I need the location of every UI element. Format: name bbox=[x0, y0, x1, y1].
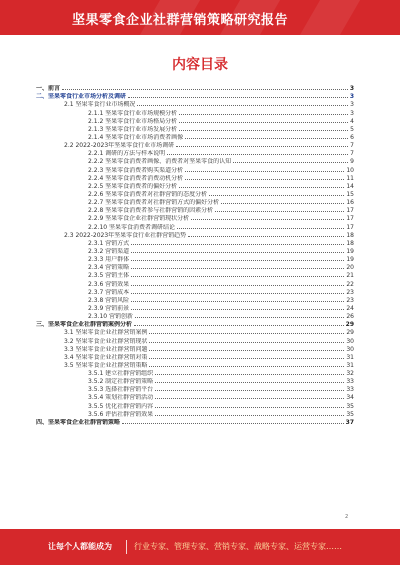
toc-entry-label: 2.3.3 用户群体 bbox=[88, 256, 130, 264]
toc-entry-label: 2.3.6 营销效果 bbox=[88, 280, 130, 288]
toc-entry-label: 二、坚果零食行业市场分析及调研 bbox=[36, 93, 127, 101]
toc-entry[interactable] bbox=[36, 84, 354, 92]
toc-entry[interactable] bbox=[36, 149, 354, 157]
toc-entry[interactable] bbox=[36, 198, 354, 206]
toc-entry-label: 2.3.4 营销策略 bbox=[88, 264, 130, 272]
toc-leader-dots bbox=[131, 301, 344, 302]
toc-entry-label: 2.2.4 坚果零食消费者消费动机分析 bbox=[88, 174, 184, 182]
toc-entry-label: 2.3.2 营销渠道 bbox=[88, 247, 130, 255]
toc-entry-page: 23 bbox=[346, 296, 354, 304]
toc-leader-dots bbox=[155, 398, 344, 399]
toc-leader-dots bbox=[167, 154, 348, 155]
toc-entry-page: 32 bbox=[346, 370, 354, 378]
toc-entry-page: 5 bbox=[350, 125, 354, 133]
toc-leader-dots bbox=[177, 228, 344, 229]
toc-entry-label: 2.1.4 坚果零食行业市场消费者画像 bbox=[88, 133, 184, 141]
toc-entry[interactable] bbox=[36, 345, 354, 353]
toc-entry-page: 21 bbox=[346, 272, 354, 280]
toc-entry[interactable] bbox=[36, 304, 354, 312]
footer-divider bbox=[126, 540, 127, 554]
toc-entry[interactable] bbox=[36, 296, 354, 304]
report-header bbox=[0, 0, 400, 35]
toc-entry-page: 3 bbox=[350, 109, 354, 117]
toc-entry[interactable] bbox=[36, 385, 354, 393]
toc-entry-label: 2.2.6 坚果零食消费者对社群营销的态度分析 bbox=[88, 190, 208, 198]
toc-entry-page: 26 bbox=[346, 313, 354, 321]
toc-leader-dots bbox=[149, 333, 344, 334]
toc-entry-label: 3.5 坚果零食企业社群营销策略 bbox=[64, 361, 148, 369]
toc-leader-dots bbox=[128, 97, 348, 98]
toc-leader-dots bbox=[155, 374, 344, 375]
toc-leader-dots bbox=[185, 171, 344, 172]
toc-leader-dots bbox=[62, 89, 348, 90]
toc-leader-dots bbox=[131, 260, 344, 261]
toc-entry-label: 2.2.10 坚果零食消费者调研结论 bbox=[88, 223, 175, 231]
toc-entry-page: 31 bbox=[346, 353, 354, 361]
toc-entry-label: 3.5.2 制定社群营销策略 bbox=[88, 378, 154, 386]
toc-entry[interactable] bbox=[36, 418, 354, 426]
toc-entry-label: 2.2.7 坚果零食消费者对社群营销方式的偏好分析 bbox=[88, 199, 220, 207]
toc-entry-page: 35 bbox=[346, 402, 354, 410]
toc-entry-page: 7 bbox=[350, 150, 354, 158]
toc-leader-dots bbox=[179, 114, 348, 115]
toc-entry[interactable] bbox=[36, 222, 354, 230]
toc-entry[interactable] bbox=[36, 133, 354, 141]
toc-entry[interactable] bbox=[36, 206, 354, 214]
toc-leader-dots bbox=[135, 317, 344, 318]
toc-entry-page: 9 bbox=[350, 158, 354, 166]
toc-entry[interactable] bbox=[36, 393, 354, 401]
toc-entry[interactable] bbox=[36, 336, 354, 344]
toc-leader-dots bbox=[149, 342, 344, 343]
toc-heading: 内容目录 bbox=[172, 57, 228, 73]
toc-entry-label: 2.3.8 营销风险 bbox=[88, 296, 130, 304]
toc-leader-dots bbox=[149, 350, 344, 351]
toc-entry[interactable] bbox=[36, 100, 354, 108]
toc-leader-dots bbox=[131, 285, 344, 286]
toc-leader-dots bbox=[155, 390, 344, 391]
toc-entry-label: 2.1.3 坚果零食行业市场发展分析 bbox=[88, 125, 178, 133]
toc-entry[interactable] bbox=[36, 361, 354, 369]
toc-leader-dots bbox=[221, 203, 344, 204]
toc-leader-dots bbox=[155, 382, 344, 383]
toc-entry[interactable] bbox=[36, 92, 354, 100]
toc-entry-label: 三、坚果零食企业社群营销案例分析 bbox=[36, 321, 133, 329]
toc-leader-dots bbox=[149, 358, 344, 359]
toc-entry[interactable] bbox=[36, 231, 354, 239]
toc-leader-dots bbox=[179, 187, 344, 188]
toc-entry-label: 3.5.4 策划社群营销活动 bbox=[88, 394, 154, 402]
toc-entry-page: 17 bbox=[346, 215, 354, 223]
toc-entry-page: 18 bbox=[346, 231, 354, 239]
toc-entry-label: 3.1 坚果零食企业社群营销案例 bbox=[64, 329, 148, 337]
page-number: 2 bbox=[345, 514, 349, 520]
toc-entry[interactable] bbox=[36, 288, 354, 296]
report-footer bbox=[0, 529, 400, 565]
toc-entry-label: 3.5.3 选择社群营销平台 bbox=[88, 386, 154, 394]
header-decoration bbox=[300, 0, 360, 35]
toc-entry-page: 29 bbox=[345, 321, 354, 329]
toc-entry-label: 2.2.1 调研的方法与样本说明 bbox=[88, 150, 166, 158]
toc-entry-page: 30 bbox=[346, 337, 354, 345]
toc-entry-label: 2.2.3 坚果零食消费者购买渠道分析 bbox=[88, 166, 184, 174]
toc-leader-dots bbox=[131, 268, 344, 269]
toc-entry-label: 2.3.1 营销方式 bbox=[88, 239, 130, 247]
toc-entry[interactable] bbox=[36, 377, 354, 385]
toc-entry-label: 2.3.7 营销成本 bbox=[88, 288, 130, 296]
toc-entry-label: 四、坚果零食企业社群营销策略 bbox=[36, 418, 121, 426]
toc-entry-page: 29 bbox=[346, 329, 354, 337]
toc-entry-page: 15 bbox=[346, 190, 354, 198]
toc-leader-dots bbox=[131, 276, 344, 277]
toc-entry[interactable] bbox=[36, 312, 354, 320]
toc-entry[interactable] bbox=[36, 263, 354, 271]
toc-entry-page: 30 bbox=[346, 345, 354, 353]
toc-entry-page: 3 bbox=[349, 85, 354, 93]
toc-entry-label: 2.2.5 坚果零食消费者的偏好分析 bbox=[88, 182, 178, 190]
toc-entry[interactable] bbox=[36, 214, 354, 222]
toc-leader-dots bbox=[131, 293, 344, 294]
toc-entry[interactable] bbox=[36, 117, 354, 125]
toc-entry-page: 33 bbox=[346, 378, 354, 386]
toc-entry-label: 3.5.5 优化社群营销内容 bbox=[88, 402, 154, 410]
toc-leader-dots bbox=[149, 366, 344, 367]
toc-entry-page: 18 bbox=[346, 239, 354, 247]
toc-entry[interactable] bbox=[36, 239, 354, 247]
toc-entry[interactable] bbox=[36, 410, 354, 418]
toc-entry[interactable] bbox=[36, 157, 354, 165]
toc-entry-label: 2.2.8 坚果零食消费者参与社群营销的因素分析 bbox=[88, 207, 214, 215]
toc-entry[interactable] bbox=[36, 255, 354, 263]
toc-entry[interactable] bbox=[36, 182, 354, 190]
toc-entry-label: 2.3.5 营销主体 bbox=[88, 272, 130, 280]
toc-entry-label: 2.1.2 坚果零食行业市场格局分析 bbox=[88, 117, 178, 125]
toc-entry-label: 3.5.1 建立社群营销组织 bbox=[88, 370, 154, 378]
toc-entry-page: 17 bbox=[346, 223, 354, 231]
toc-entry[interactable] bbox=[36, 141, 354, 149]
report-title: 坚果零食企业社群营销策略研究报告 bbox=[72, 13, 289, 28]
toc-leader-dots bbox=[155, 415, 344, 416]
toc-leader-dots bbox=[179, 122, 348, 123]
toc-leader-dots bbox=[137, 105, 348, 106]
toc-entry[interactable] bbox=[36, 247, 354, 255]
toc-entry-page: 34 bbox=[346, 394, 354, 402]
toc-entry-page: 3 bbox=[350, 101, 354, 109]
toc-leader-dots bbox=[179, 130, 348, 131]
toc-leader-dots bbox=[131, 252, 344, 253]
toc-leader-dots bbox=[131, 309, 344, 310]
toc-entry-page: 33 bbox=[346, 386, 354, 394]
footer-roles: 行业专家、管理专家、营销专家、战略专家、运营专家…… bbox=[134, 542, 342, 551]
toc-leader-dots bbox=[134, 325, 344, 326]
toc-leader-dots bbox=[209, 195, 344, 196]
toc-entry[interactable] bbox=[36, 165, 354, 173]
toc-leader-dots bbox=[215, 211, 344, 212]
table-of-contents bbox=[36, 84, 354, 426]
toc-entry-page: 35 bbox=[346, 410, 354, 418]
toc-leader-dots bbox=[176, 146, 348, 147]
toc-entry[interactable] bbox=[36, 174, 354, 182]
toc-entry-page: 17 bbox=[346, 207, 354, 215]
toc-entry-label: 3.4 坚果零食企业社群营销对策 bbox=[64, 353, 148, 361]
toc-leader-dots bbox=[122, 423, 344, 424]
toc-entry-page: 20 bbox=[346, 264, 354, 272]
toc-entry-page: 14 bbox=[346, 182, 354, 190]
toc-entry[interactable] bbox=[36, 190, 354, 198]
toc-leader-dots bbox=[233, 162, 348, 163]
toc-entry-label: 3.3 坚果零食企业社群营销问题 bbox=[64, 345, 148, 353]
toc-entry[interactable] bbox=[36, 401, 354, 409]
toc-entry-label: 2.1.1 坚果零食行业市场规模分析 bbox=[88, 109, 178, 117]
toc-entry-page: 19 bbox=[346, 247, 354, 255]
toc-entry-page: 10 bbox=[346, 166, 354, 174]
toc-entry-page: 6 bbox=[350, 133, 354, 141]
toc-entry-label: 2.2 2022-2023年坚果零食行业市场调研 bbox=[64, 142, 175, 150]
toc-entry-label: 3.2 坚果零食企业社群营销现状 bbox=[64, 337, 148, 345]
toc-entry[interactable] bbox=[36, 369, 354, 377]
toc-entry[interactable] bbox=[36, 125, 354, 133]
toc-leader-dots bbox=[131, 244, 344, 245]
toc-leader-dots bbox=[188, 236, 344, 237]
toc-entry-label: 2.1 坚果零食行业市场概况 bbox=[64, 101, 136, 109]
toc-entry-page: 11 bbox=[346, 174, 354, 182]
toc-entry[interactable] bbox=[36, 353, 354, 361]
toc-entry-label: 一、前言 bbox=[36, 85, 61, 93]
toc-entry-page: 16 bbox=[346, 199, 354, 207]
toc-entry[interactable] bbox=[36, 328, 354, 336]
toc-entry-label: 2.2.9 坚果零食企业社群营销现状分析 bbox=[88, 215, 190, 223]
toc-entry[interactable] bbox=[36, 271, 354, 279]
toc-entry[interactable] bbox=[36, 108, 354, 116]
toc-entry[interactable] bbox=[36, 279, 354, 287]
toc-entry-page: 3 bbox=[349, 93, 354, 101]
toc-entry-page: 31 bbox=[346, 361, 354, 369]
toc-entry[interactable] bbox=[36, 320, 354, 328]
toc-leader-dots bbox=[185, 138, 348, 139]
footer-slogan: 让每个人都能成为 bbox=[48, 542, 112, 551]
toc-entry-page: 19 bbox=[346, 256, 354, 264]
toc-leader-dots bbox=[191, 219, 344, 220]
toc-leader-dots bbox=[185, 179, 344, 180]
toc-entry-label: 2.3.10 营销创新 bbox=[88, 313, 133, 321]
toc-leader-dots bbox=[155, 407, 344, 408]
toc-entry-label: 3.5.6 评估社群营销效果 bbox=[88, 410, 154, 418]
toc-entry-page: 23 bbox=[346, 288, 354, 296]
toc-entry-page: 7 bbox=[350, 142, 354, 150]
toc-entry-label: 2.3.9 营销前景 bbox=[88, 304, 130, 312]
toc-entry-page: 22 bbox=[346, 280, 354, 288]
toc-entry-page: 37 bbox=[345, 418, 354, 426]
toc-entry-label: 2.2.2 坚果零食消费者画像、消费者对坚果零食的认知 bbox=[88, 158, 232, 166]
toc-entry-page: 24 bbox=[346, 304, 354, 312]
toc-entry-label: 2.3 2022-2023年坚果零食行业社群营销趋势 bbox=[64, 231, 187, 239]
toc-entry-page: 4 bbox=[350, 117, 354, 125]
